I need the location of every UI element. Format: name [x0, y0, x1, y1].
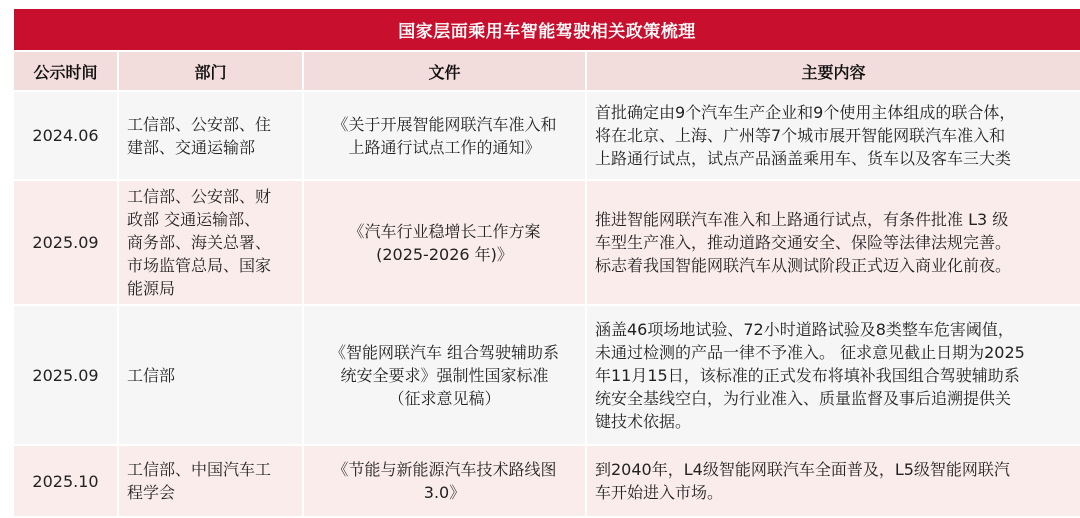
cell-content-line: 到2040年，L4级智能网联汽车全面普及，L5级智能网联汽 [595, 460, 1010, 479]
table-row [14, 92, 1080, 179]
cell-department [119, 181, 302, 304]
cell-document-line: 《关于开展智能网联汽车准入和 [332, 114, 557, 134]
cell-content [587, 92, 1080, 179]
table-title: 国家层面乘用车智能驾驶相关政策梳理 [14, 9, 1080, 50]
cell-content-line: 推进智能网联汽车准入和上路通行试点，有条件批准 L3 级 [595, 210, 1009, 229]
header-row [14, 52, 1080, 90]
cell-department-line: 能源局 [127, 279, 176, 298]
cell-document [304, 446, 585, 516]
cell-department [119, 306, 302, 444]
cell-department [119, 92, 302, 179]
cell-content-line: 上路通行试点，试点产品涵盖乘用车、货车以及客车三大类 [595, 149, 1012, 168]
cell-content-line: 车开始进入市场。 [595, 483, 724, 502]
cell-department-line: 工信部、中国汽车工 [127, 460, 272, 479]
header-department: 部门 [119, 52, 302, 90]
cell-content-line: 键技术依据。 [595, 411, 692, 431]
cell-department-line: 市场监管总局、国家 [127, 256, 272, 275]
table-row [14, 181, 1080, 304]
cell-date: 2025.09 [14, 181, 117, 304]
cell-document [304, 181, 585, 304]
cell-content-line: 将在北京、上海、广州等7个城市展开智能网联汽车准入和 [595, 126, 1006, 145]
cell-content-line: 未通过检测的产品一律不予准入。 征求意见截止日期为2025 [595, 342, 1025, 362]
cell-content-line: 统安全基线空白，为行业准入、质量监督及事后追溯提供关 [595, 388, 1012, 408]
cell-department-line: 工信部 [127, 365, 176, 385]
header-date: 公示时间 [14, 52, 117, 90]
cell-document-line: （征求意见稿） [388, 388, 501, 408]
cell-content-line: 涵盖46项场地试验、72小时道路试验及8类整车危害阈值， [595, 319, 1014, 339]
header-content: 主要内容 [587, 52, 1080, 90]
cell-date: 2025.10 [14, 446, 117, 516]
cell-date: 2024.06 [14, 92, 117, 179]
cell-content [587, 446, 1080, 516]
policy-table-container [14, 9, 1080, 518]
cell-content [587, 306, 1080, 444]
cell-content-line: 标志着我国智能网联汽车从测试阶段正式迈入商业化前夜。 [595, 256, 1012, 275]
cell-content-line: 年11月15日，该标准的正式发布将填补我国组合驾驶辅助系 [595, 365, 1020, 385]
cell-document-line: 3.0》 [423, 483, 466, 502]
cell-date: 2025.09 [14, 306, 117, 444]
cell-document-line: 上路通行试点工作的通知》 [348, 137, 541, 157]
cell-document-line: 统安全要求》强制性国家标准 [340, 365, 549, 385]
cell-department-line: 政部 交通运输部、 [127, 210, 261, 229]
cell-content [587, 181, 1080, 304]
cell-document [304, 306, 585, 444]
cell-content-line: 首批确定由9个汽车生产企业和9个使用主体组成的联合体， [595, 103, 1016, 122]
cell-department-line: 商务部、海关总署、 [127, 233, 272, 252]
cell-department-line: 建部、交通运输部 [127, 137, 256, 157]
table-row [14, 446, 1080, 516]
cell-content-line: 车型生产准入，推动道路交通安全、保险等法律法规完善。 [595, 233, 1012, 252]
cell-department-line: 工信部、公安部、住 [127, 114, 272, 134]
policy-table [12, 50, 1080, 518]
cell-department-line: 工信部、公安部、财 [127, 187, 272, 206]
cell-document [304, 92, 585, 179]
cell-document-line: 《节能与新能源汽车技术路线图 [332, 460, 557, 479]
cell-department-line: 程学会 [127, 483, 176, 502]
header-document: 文件 [304, 52, 585, 90]
cell-document-line: 《智能网联汽车 组合驾驶辅助系 [329, 342, 560, 362]
cell-department [119, 446, 302, 516]
table-row [14, 306, 1080, 444]
cell-document-line: (2025-2026 年)》 [376, 244, 513, 264]
cell-document-line: 《汽车行业稳增长工作方案 [348, 221, 541, 241]
